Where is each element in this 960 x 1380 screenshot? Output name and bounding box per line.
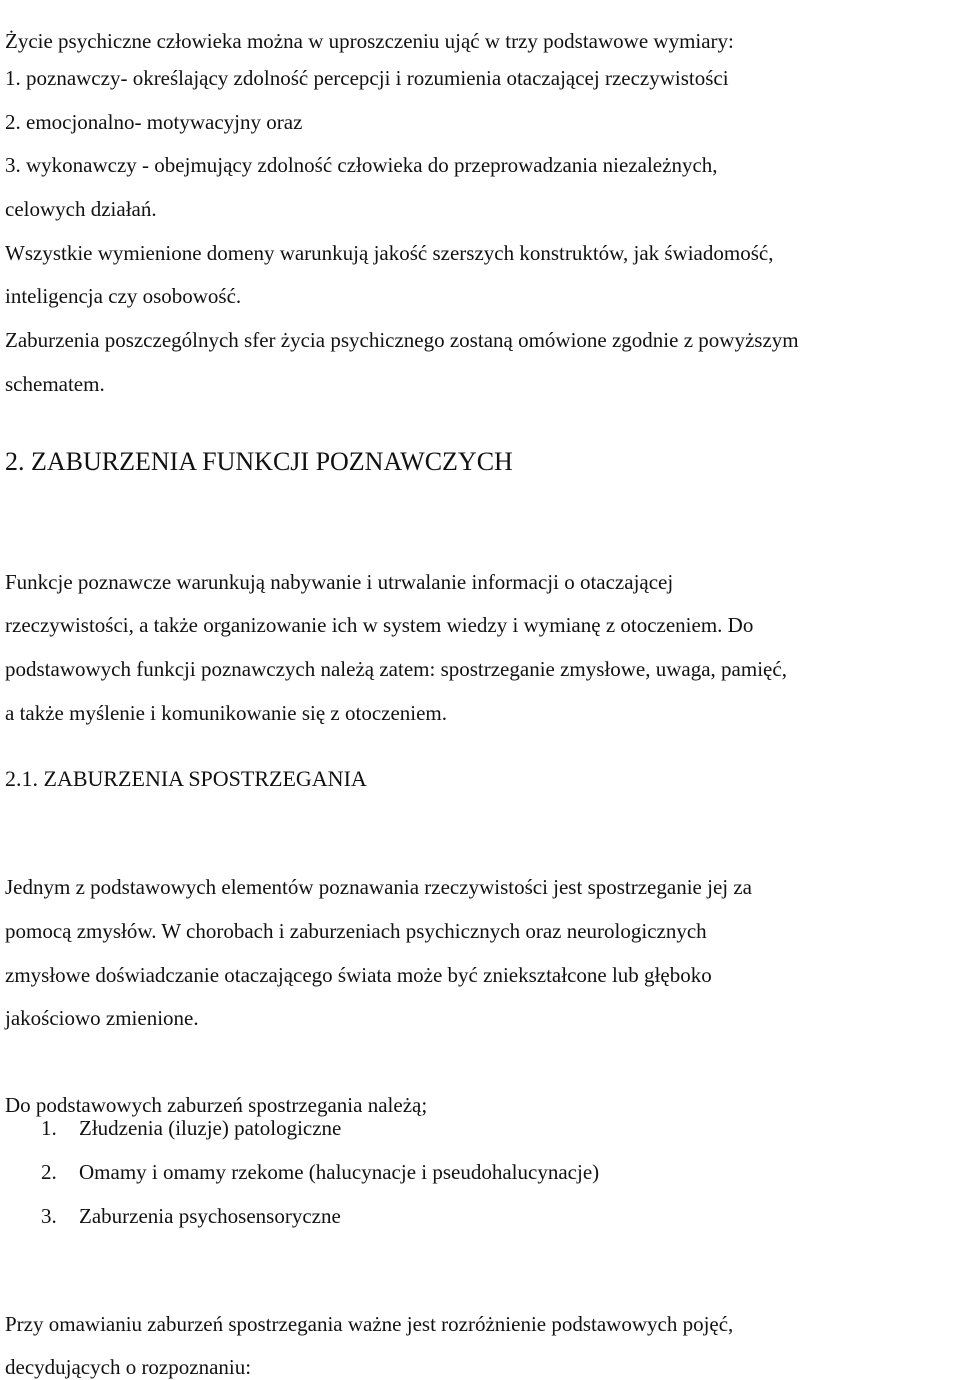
intro-line-2: 1. poznawczy- określający zdolność percepcji i rozumienia otaczającej rzeczywistości	[5, 66, 729, 90]
list-item: Omamy i omamy rzekome (halucynacje i pseudohalucynacje)	[79, 1160, 600, 1184]
section-2-1-heading: 2.1. ZABURZENIA SPOSTRZEGANIA	[5, 766, 367, 791]
section-2-1-line-1: Jednym z podstawowych elementów poznawania rzeczywistości jest spostrzeganie jej za	[5, 875, 752, 899]
section-2-1-line-4: jakościowo zmienione.	[5, 1006, 199, 1030]
section-2-1-line-3: zmysłowe doświadczanie otaczającego świata może być zniekształcone lub głęboko	[5, 963, 712, 987]
intro-line-6: Wszystkie wymienione domeny warunkują jakość szerszych konstruktów, jak świadomość,	[5, 241, 774, 265]
list-intro: Do podstawowych zaburzeń spostrzegania należą;	[5, 1093, 428, 1117]
intro-line-1: Życie psychiczne człowieka można w uproszczeniu ująć w trzy podstawowe wymiary:	[5, 29, 734, 53]
section-2-heading: 2. ZABURZENIA FUNKCJI POZNAWCZYCH	[5, 447, 513, 476]
section-2-line-1: Funkcje poznawcze warunkują nabywanie i utrwalanie informacji o otaczającej	[5, 570, 674, 594]
list-item-number: 3.	[41, 1204, 57, 1228]
section-2-line-2: rzeczywistości, a także organizowanie ich w system wiedzy i wymianę z otoczeniem. Do	[5, 613, 754, 637]
list-item-number: 2.	[41, 1160, 57, 1184]
intro-line-7: inteligencja czy osobowość.	[5, 284, 242, 308]
list-item-number: 1.	[41, 1116, 57, 1140]
intro-line-9: schematem.	[5, 372, 105, 396]
section-2-1-line-2: pomocą zmysłów. W chorobach i zaburzeniach psychicznych oraz neurologicznych	[5, 919, 707, 943]
intro-line-8: Zaburzenia poszczególnych sfer życia psychicznego zostaną omówione zgodnie z powyższym	[5, 328, 799, 352]
closing-line-1: Przy omawianiu zaburzeń spostrzegania ważne jest rozróżnienie podstawowych pojęć,	[5, 1312, 734, 1336]
list-item: Złudzenia (iluzje) patologiczne	[79, 1116, 342, 1140]
intro-line-4: 3. wykonawczy - obejmujący zdolność człowieka do przeprowadzania niezależnych,	[5, 153, 718, 177]
section-2-line-3: podstawowych funkcji poznawczych należą zatem: spostrzeganie zmysłowe, uwaga, pamięć,	[5, 657, 787, 681]
closing-line-2: decydujących o rozpoznaniu:	[5, 1355, 252, 1379]
list-item: Zaburzenia psychosensoryczne	[79, 1204, 341, 1228]
section-2-line-4: a także myślenie i komunikowanie się z otoczeniem.	[5, 701, 448, 725]
intro-line-3: 2. emocjonalno- motywacyjny oraz	[5, 110, 303, 134]
intro-line-5: celowych działań.	[5, 197, 157, 221]
